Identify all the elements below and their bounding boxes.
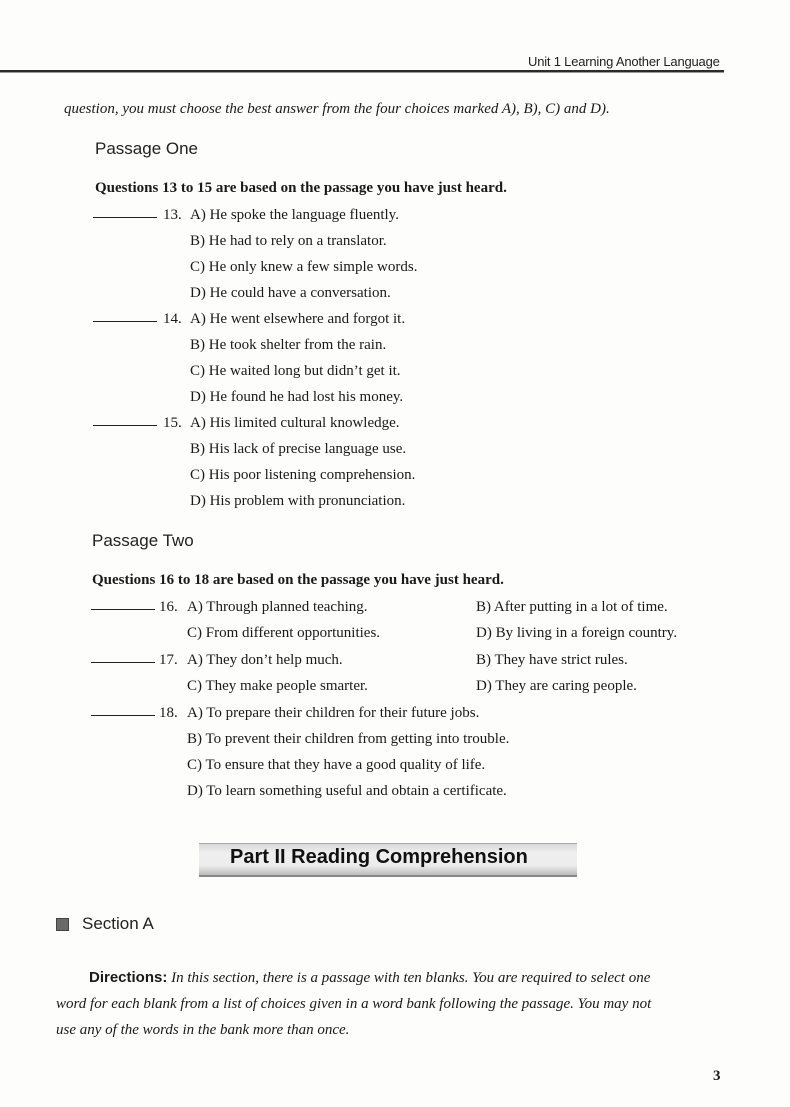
option-16b: B) After putting in a lot of time. [476, 599, 668, 615]
option-13a: A) He spoke the language fluently. [190, 207, 399, 223]
option-16a: A) Through planned teaching. [187, 599, 368, 615]
option-16c: C) From different opportunities. [187, 625, 381, 641]
option-15b: B) His lack of precise language use. [190, 441, 407, 457]
answer-blank-13[interactable] [93, 205, 157, 223]
directions-line-3: use any of the words in the bank more than once. [56, 1022, 350, 1038]
option-15d: D) His problem with pronunciation. [190, 493, 406, 509]
running-header: Unit 1 Learning Another Language [528, 54, 720, 69]
option-17c: C) They make people smarter. [187, 678, 368, 694]
answer-blank-14[interactable] [93, 309, 157, 327]
answer-blank-18[interactable] [91, 703, 155, 721]
option-16d: D) By living in a foreign country. [476, 625, 678, 641]
option-17a: A) They don’t help much. [187, 652, 343, 668]
passage-one-instruction: Questions 13 to 15 are based on the passage you have just heard. [95, 180, 507, 196]
question-number-17: 17. [159, 652, 178, 668]
answer-blank-15[interactable] [93, 413, 157, 431]
option-13c: C) He only knew a few simple words. [190, 259, 418, 275]
directions-line-1 [89, 969, 650, 987]
passage-one-title: Passage One [95, 139, 199, 158]
option-14d: D) He found he had lost his money. [190, 389, 404, 405]
passage-two-instruction: Questions 16 to 18 are based on the passage you have just heard. [92, 572, 504, 588]
directions-label: Directions: [89, 969, 168, 986]
option-14a: A) He went elsewhere and forgot it. [190, 311, 406, 327]
passage-two-title: Passage Two [92, 531, 194, 550]
header-rule-shadow [0, 72, 724, 73]
option-14b: B) He took shelter from the rain. [190, 337, 387, 353]
answer-blank-16[interactable] [91, 597, 155, 615]
intro-text: question, you must choose the best answer from the four choices marked A), B), C) and D). [64, 101, 610, 117]
question-number-18: 18. [159, 705, 178, 721]
option-17b: B) They have strict rules. [476, 652, 628, 668]
directions-text-1: In this section, there is a passage with ten blanks. You are required to select one [171, 970, 651, 986]
option-18c: C) To ensure that they have a good quality of life. [187, 757, 486, 773]
option-14c: C) He waited long but didn’t get it. [190, 363, 401, 379]
option-18d: D) To learn something useful and obtain a certificate. [187, 783, 507, 799]
section-title: Section A [82, 914, 154, 933]
option-15c: C) His poor listening comprehension. [190, 467, 416, 483]
part-banner-title: Part II Reading Comprehension [230, 846, 528, 868]
option-13b: B) He had to rely on a translator. [190, 233, 387, 249]
question-number-14: 14. [163, 311, 182, 327]
option-17d: D) They are caring people. [476, 678, 637, 694]
directions-line-2: word for each blank from a list of choices given in a word bank following the passage. You may not [56, 996, 652, 1012]
option-18b: B) To prevent their children from getting into trouble. [187, 731, 510, 747]
question-number-16: 16. [159, 599, 178, 615]
answer-blank-17[interactable] [91, 650, 155, 668]
section-square-icon [56, 918, 69, 931]
page-number: 3 [713, 1068, 721, 1084]
option-13d: D) He could have a conversation. [190, 285, 391, 301]
option-18a: A) To prepare their children for their future jobs. [187, 705, 480, 721]
question-number-13: 13. [163, 207, 182, 223]
question-number-15: 15. [163, 415, 182, 431]
option-15a: A) His limited cultural knowledge. [190, 415, 400, 431]
